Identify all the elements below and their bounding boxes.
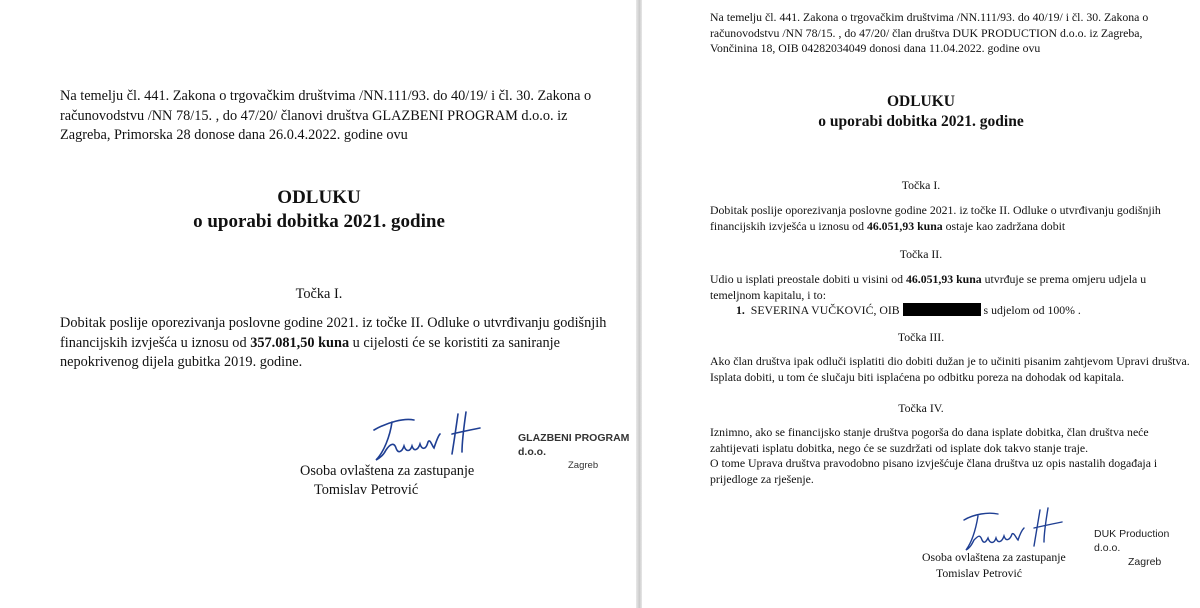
body-text-before: Udio u isplati preostale dobiti u visini od xyxy=(710,272,906,286)
authorized-person-label: Osoba ovlaštena za zastupanje xyxy=(300,463,475,479)
decision-subtitle: o uporabi dobitka 2021. godine xyxy=(818,113,1024,130)
decision-title: ODLUKU xyxy=(886,93,956,110)
profit-amount: 357.081,50 kuna xyxy=(250,334,350,351)
body-text-after: ostaje kao zadržana dobit xyxy=(942,218,1066,233)
stamp-company-name: GLAZBENI PROGRAM d.o.o. xyxy=(518,432,630,458)
member-share-text: s udjelom od 100% . xyxy=(980,303,1081,317)
signatory-block xyxy=(922,550,1122,581)
signatory-block xyxy=(300,462,520,500)
member-item-number: 1. xyxy=(736,303,745,317)
section-body-4a: Iznimno, ako se financijsko stanje društva pogorša do dana isplate dobitka, član društva neće zahtijevati isplatu dobitka, nego će se suzdržati od isplate dok takvo stanje traje. xyxy=(710,425,1149,455)
section-body-3: Ako član društva ipak odluči isplatiti dio dobiti dužan je to učiniti pisanim zahtjevom Upravi društva. Isplata dobiti, u tom će slučaju biti isplaćena po odbitku poreza na dohodak od kapitala. xyxy=(710,354,1190,384)
authorized-person-name: Tomislav Petrović xyxy=(936,565,1022,580)
stamp-company-name: DUK Production d.o.o. xyxy=(1094,528,1170,554)
section-heading-1: Točka I. xyxy=(295,286,343,302)
section-body-2 xyxy=(710,272,1192,303)
section-heading-1: Točka I. xyxy=(901,178,941,192)
decision-title: ODLUKU xyxy=(277,187,361,208)
authorized-person-label: Osoba ovlaštena za zastupanje xyxy=(922,550,1066,564)
body-text-before: Dobitak poslije oporezivanja poslovne godine 2021. iz točke II. Odluke o utvrđivanju godišnjih financijskih izvješća u iznosu od xyxy=(60,315,607,351)
preamble: Na temelju čl. 441. Zakona o trgovačkim društvima /NN.111/93. do 40/19/ i čl. 30. Zakona o računovodstvu /NN 78/15. , do 47/20/ član društva DUK PRODUCTION d.o.o. iz Zagreba, Vončinina 18, OIB 04282034049 donosi dana 11.04.2022. godine ovu xyxy=(710,10,1149,55)
company-stamp xyxy=(518,431,638,473)
section-heading-2: Točka II. xyxy=(899,247,943,261)
retained-profit-amount: 46.051,93 kuna xyxy=(866,218,943,233)
body-text-before: Dobitak poslije oporezivanja poslovne godine 2021. iz točke II. Odluke o utvrđivanju godišnjih financijskih izvješća u iznosu od xyxy=(710,203,1161,233)
redacted-oib xyxy=(903,303,981,316)
payout-amount: 46.051,93 kuna xyxy=(905,272,982,286)
stamp-city: Zagreb xyxy=(1128,556,1162,568)
stamp-city: Zagreb xyxy=(568,460,599,471)
member-list-item xyxy=(736,303,1192,319)
section-heading-3: Točka III. xyxy=(897,330,945,344)
preamble: Na temelju čl. 441. Zakona o trgovačkim društvima /NN.111/93. do 40/19/ i čl. 30. Zakona o računovodstvu /NN 78/15. , do 47/20/ članovi društva GLAZBENI PROGRAM d.o.o. iz Zagreba, Primorska 28 donose dana 26.0.4.2022. godine ovu xyxy=(60,88,592,143)
signature-image xyxy=(370,408,490,468)
section-body-1 xyxy=(710,203,1192,234)
section-heading-4: Točka IV. xyxy=(898,401,944,415)
member-name-text: SEVERINA VUČKOVIĆ, OIB xyxy=(750,303,903,317)
authorized-person-name: Tomislav Petrović xyxy=(314,482,419,498)
decision-subtitle: o uporabi dobitka 2021. godine xyxy=(193,211,445,232)
body-text-after: u cijelosti će se koristiti za saniranje nepokrivenog dijela gubitka 2019. godine. xyxy=(60,334,560,370)
body-text-after: utvrđuje se prema omjeru udjela u temeljnom kapitalu, i to: xyxy=(710,272,1147,302)
signature-image xyxy=(960,506,1070,556)
section-body-1 xyxy=(60,314,620,373)
section-body-4b: O tome Uprava društva pravodobno pisano izvješćuje člana društva uz opis nastalih događaja i prijedloge za rješenje. xyxy=(710,456,1158,486)
document-page-duk-production xyxy=(642,0,1200,608)
